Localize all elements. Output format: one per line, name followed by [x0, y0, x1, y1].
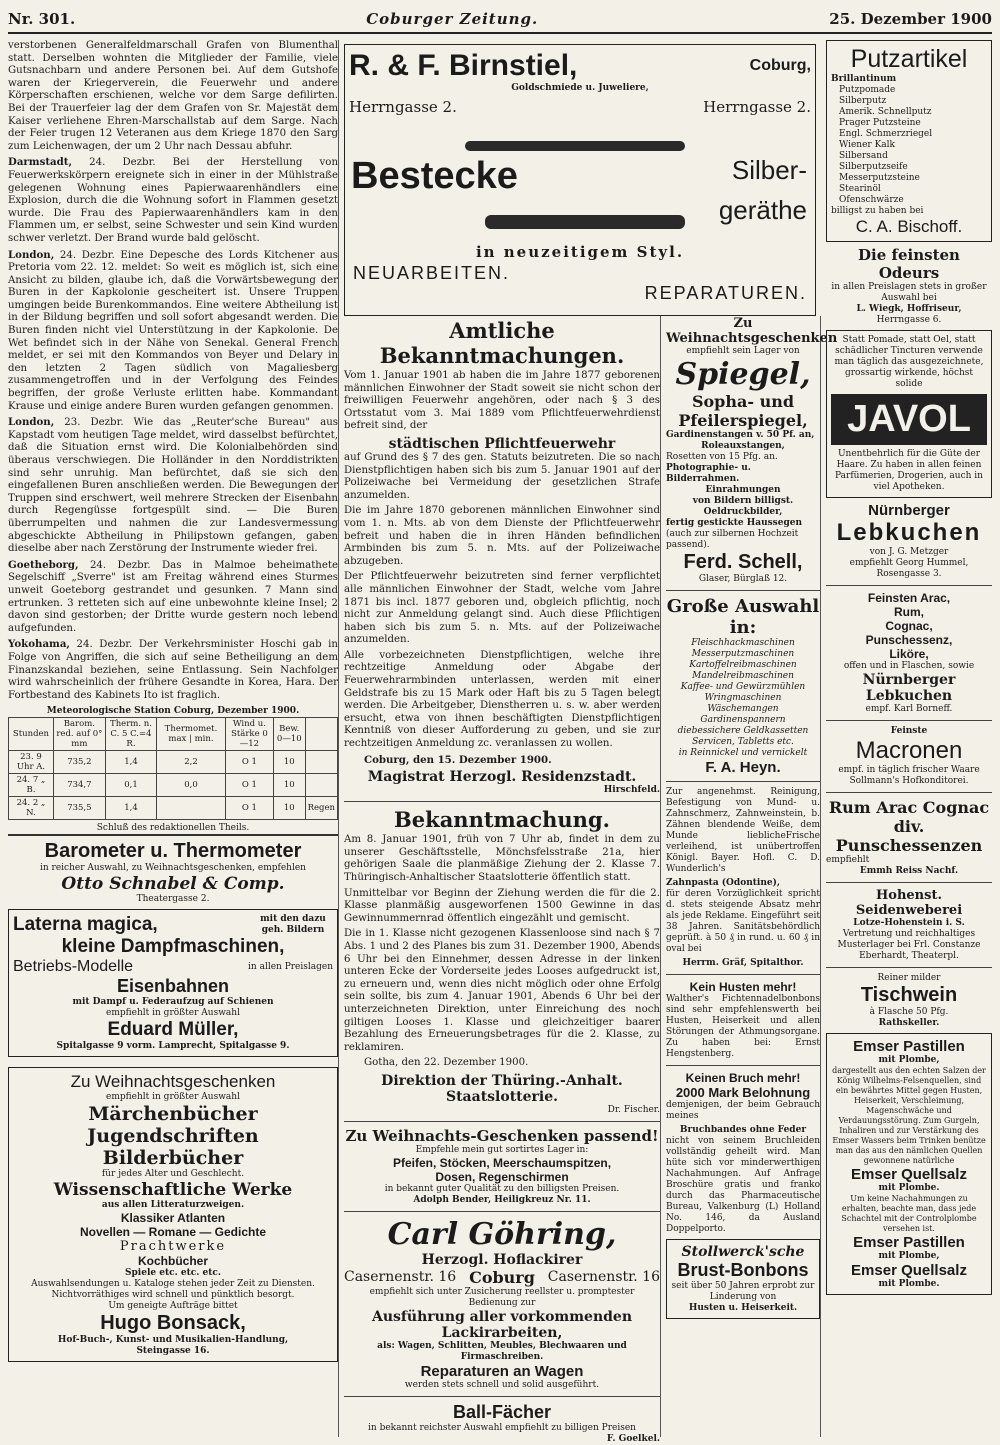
- ad-bender: Zu Weihnachts-Geschenken passend! Empfehle mein gut sortirtes Lager in: Pfeifen, Stöcken, Meerschaumspitzen, Dosen, Regenschirmen in bekannt guter Qualität zu den billigsten Preisen. Adolph Bender, Heiligkreuz Nr. 11.: [345, 1126, 659, 1205]
- news-item: verstorbenen Generalfeldmarschall Grafen von Blumenthal statt. Derselben wohnten die Mitglieder der Familie, viele Gutsnachbarn und andere Personen bei. Auf dem Gutshofe waren der Kriegerverein, die Feuerwehr und andere Körperschaften erschienen, welche vor dem Sarge defilirten. Bei der Trauerfeier lag der dem Grafen von Sr. Majestät dem Kaiser verliehene Ehren-Marschallstab auf dem Sarge. Nach der Feier trugen 12 Veteranen aus dem Kriege 1870 den Sarg zum Leichenwagen, der um 2 Uhr nach Dessau abfuhr.: [8, 40, 338, 152]
- news-item: London, 23. Dezbr. Wie das „Reuter'sche Bureau" aus Kapstadt vom heutigen Tage meldet, wird dasselbst befürchtet, daß die Situation ernst wird. Die Kolonialbehörden sind überaus verschwiegen. Die Holländer in den Norddistrikten sind sehr unruhig. Man befürchtet, daß sie sich den eingefallenen Buren anschließen werden. Die Bewegungen der Truppen sind erschwert, weil mehrere Strecken der Eisenbahn durch Regengüsse fortgespült sind. — Die Buren überrumpelten und nahmen die zur Landesvermessung abgeschickte Abtheilung in Philipstown gefangen, gaben dieselbe aber nach Zerstörung der Instrumente wieder frei.: [8, 416, 338, 555]
- news-item: London, 24. Dezbr. Eine Depesche des Lords Kitchener aus Pretoria vom 22. 12. meldet: So weit es möglich ist, sich eine Ansicht zu bilden, glaube ich, daß die Vorwärtsbewegung der Buren in der Kapkolonie gescheitert ist. Unsere Truppen umgingen beide Burenkommandos. Eine weitere Abtheilung ist in der Bildung begriffen und soll sofort abgesandt werden. Die Buren finden nicht viel Unterstützung in der Kapkolonie. De Wet befindet sich in der Nähe von Senekal. General French meldet, er sei mit den Kommandos von Beyer und Delary in den letzten 2 Tagen südlich von Magaliesberg zusammengetroffen und in der Verfolgung des Feindes begriffen, der große Verluste erlitten habe. Kommandant Krause und einige andere Buren wurden gefangen genommen.: [8, 248, 338, 412]
- ad-barometer: Barometer u. Thermometer in reicher Auswahl, zu Weihnachtsgeschenken, empfehlen Otto Schnabel & Comp. Theatergasse 2.: [40, 840, 306, 905]
- heading-amtliche: Amtliche Bekanntmachungen.: [379, 318, 625, 368]
- meteo-title: Meteorologische Station Coburg, Dezember 1900.: [46, 706, 300, 717]
- column-ads-4: Putzartikel Brillantinum Putzpomade Silberputz Amerik. Schnellputz Prager Putzsteine Engl. Schmerzriegel Wiener Kalk Silbersand Silberputzseife Messerputzsteine Stearinöl Ofenschwärze billigst zu haben bei C. A. Bischoff. Die feinsten Odeurs in allen Preislagen stets in großer Auswahl bei L. Wiegk, Hoffriseur, Herrngasse 6. Statt Pomade, statt Oel, statt schädlicher Tincturen verwende man täglich das ausgezeichnete, grossartig wirkende, höchst solide JAVOL Unentbehrlich für die Güte der Haare. Zu haben in allen feinen Parfümerien, Drogerien, auch in viel Apotheken. Nürnberger Lebkuchen von J. G. Metzger empfiehlt Georg Hummel, Rosengasse 3. Feinsten Arac, Rum, Cognac, Punschessenz, Liköre, offen und in Flaschen, sowie Nürnberger Lebkuchen empf. Karl Borneff. Feinste Macronen empf. in täglich frischer Waare Sollmann's Hofkonditorei. Rum Arac Cognac div. Punschessenzen empfiehlt Emmh Reiss Nachf. Hohenst. Seidenweberei Lotze-Hohenstein i. S. Vertretung und reichhaltiges Musterlager bei Frl. Constanze Eberhardt, Theaterpl. Reiner milder Tischwein à Flasche 50 Pfg. Rathskeller. Emser Pastillen mit Plombe, dargestellt aus den echten Salzen der König Wilhelms-Felsenquellen, sind ein bewährtes Mittel gegen Husten, Heiserkeit, Verschleimung, Magenschwäche und Verdauungsstörung. Zum Gurgeln, Inhaliren und zur Verstärkung des Emser Wassers beim Trinken benütze man das aus den nämlichen Quellen gewonnene natürliche Emser Quellsalz mit Plombe. Um keine Nachahmungen zu erhalten, beachte man, dass jede Schachtel mit der Controlplombe versehen ist. Emser Pastillen mit Plombe, Emser Quellsalz mit Plombe.: [826, 40, 992, 1437]
- news-item: Goetheborg, 24. Dezbr. Das in Malmoe beheimathete Segelschiff „Sverre" ist am Freitag während eines Sturmes unweit Goeteborg gestrandet und gesunken. 7 Mann sind ertrunken. 3 retteten sich auf eine unbewohnte kleine Insel; 2 davon sind gestorben; der Dritte wurde gestern noch lebend aufgefunden.: [8, 558, 338, 634]
- issue-date: 25. Dezember 1900: [829, 10, 992, 28]
- ad-birnstiel: R. & F. Birnstiel, Coburg, Goldschmiede u. Juweliere, Herrngasse 2. Herrngasse 2. Bestecke Silber- geräthe in neuzeitigem Styl. NEUARBEITEN. REPARATUREN.: [344, 44, 816, 316]
- column-notices-body: Amtliche Bekanntmachungen. Vom 1. Januar 1901 ab haben die im Jahre 1877 geborenen männlichen Einwohner der Stadt soweit sie nicht schon der freiwilligen Feuerwehr angehören, oder nach § 3 des Ortsstatut vom 3. Mai 1889 vom Pflichtfeuerwehrdienst befreit sind, der städtischen Pflichtfeuerwehr auf Grund des § 7 des gen. Statuts beizutreten. Die so nach Dienstpflichtigen haben sich bis zum 5. Januar 1901 auf der Polizeiwache bei Vermeidung der gesetzlichen Strafe anzumelden. Die im Jahre 1870 geborenen männlichen Einwohner sind vom 1. n. Mts. ab von dem Dienste der Pflichtfeuerwehr befreit und haben die in ihren Händen befindlichen Armbinden bis zum 5. n. Mts. auf der Polizeiwache abzugeben. Der Pflichtfeuerwehr beizutreten sind ferner verpflichtet alle männlichen Einwohner der Stadt, welche vom Jahre 1871 bis incl. 1877 geboren und, obgleich pflichtig, noch nicht zur Anmeldung gelangt sind. Auch diese Pflichtigen haben sich bis zum 5. n. Mts. auf der Polizeiwache anzumelden. Alle vorbezeichneten Dienstpflichtigen, welche ihre rechtzeitige Anmeldung oder Abgabe der Feuerwehrarmbinden unterlassen, werden mit einer Geldstrafe bis zu 15 Mark oder Haft bis zu 5 Tagen belegt werden. Die Arbeitgeber, Dienstherren u. s. w. aber werden ersucht, etwa von ihnen beschäftigten Dienstpflichtigen Kenntniß von dieser Aufforderung zu geben, und sie zur rechtzeitigen Anmeldung zc. veranlassen zu wollen. Coburg, den 15. Dezember 1900. Magistrat Herzogl. Residenzstadt. Hirschfeld. Bekanntmachung. Am 8. Januar 1901, früh von 7 Uhr ab, findet in dem zu unserer Geschäftsstelle, Mönchsfelsstraße 21a, hier gehörigen Saale die planmäßige Ziehung der 2. Klasse 7. Thüringisch-Anhaltischer Staatslotterie öffentlich statt. Unmittelbar vor Beginn der Ziehung werden die für die 2. Klasse planmäßig ausgeworfenen 1500 Gewinne in das Gewinnummernrad öffentlich eingezählt und gemischt. Die in 1. Klasse nicht gezogenen Klassenloose sind nach § 7 Abs. 1 und 2 des Planes bis zum 31. Dezember 1900, Abends 6 Uhr bei den Einnehmer, dessen Adresse in der linken unteren Ecke der Vorderseite jedes Looses aufgedruckt ist, zu erneuern und, wenn dies nicht möglich oder ohne Erfolg sein sollte, bis zum 4. Januar 1901, Abends 6 Uhr bei der unterzeichneten Direktion, unter Einreichung des noch giltigen Looses 1. Klasse und gleichzeitiger baarer Bezahlung des Erneuerungsbetrages für die 2. Klasse, zu reklamiren. Gotha, den 22. Dezember 1900. Direktion der Thüring.-Anhalt. Staatslotterie. Dr. Fischer. Zu Weihnachts-Geschenken passend! Empfehle mein gut sortirtes Lager in: Pfeifen, Stöcken, Meerschaumspitzen, Dosen, Regenschirmen in bekannt guter Qualität zu den billigsten Preisen. Adolph Bender, Heiligkreuz Nr. 11. Carl Göhring, Herzogl. Hoflackirer Casernenstr. 16 Coburg Casernenstr. 16 empfiehlt sich unter Zusicherung reellster u. promptester Bedienung zur Ausführung aller vorkommenden Lackirarbeiten, als: Wagen, Schlitten, Meubles, Blechwaaren und Firmaschreiben. Reparaturen an Wagen werden stets schnell und solid ausgeführt. Ball-Fächer in bekannt reichster Auswahl empfiehlt zu billigen Preisen F. Goelkel.: [344, 318, 660, 1444]
- column-news: [8, 40, 339, 1437]
- ad-putzartikel: Putzartikel Brillantinum Putzpomade Silberputz Amerik. Schnellputz Prager Putzsteine Engl. Schmerzriegel Wiener Kalk Silbersand Silberputzseife Messerputzsteine Stearinöl Ofenschwärze billigst zu haben bei C. A. Bischoff.: [826, 40, 992, 242]
- news-item: Darmstadt, 24. Dezbr. Bei der Herstellung von Feuerwerkskörpern ereignete sich in einer in der Mühlstraße gelegenen Wohnung eines Papierwaarenhändlers eine Explosion, durch die die Wohnung sofort in Flammen gesetzt wurde. Die Frau des Papierwaarenhändlers kam in den Flammen um, er selbst, seine Schwester und sein Kind wurden schwer verletzt. Der Brand wurde bald gelöscht.: [8, 156, 339, 244]
- end-note: Schluß des redaktionellen Theils.: [8, 823, 338, 836]
- fork-icon: [465, 141, 685, 151]
- column-ads-3: Zu Weihnachtsgeschenken empfiehlt sein Lager von Spiegel, Sopha- und Pfeilerspiegel, Gardinenstangen v. 50 Pf. an, Roleauxstangen, Rosetten von 15 Pfg. an. Photographie- u. Bilderrahmen. Einrahmungen von Bildern billigst. Oeldruckbilder, fertig gestickte Haussegen (auch zur silbernen Hochzeit passend). Ferd. Schell, Glaser, Bürglaß 12. Große Auswahl in: Fleischhackmaschinen Messerputzmaschinen Kartoffelreibmaschinen Mandelreibmaschinen Kaffee- und Gewürzmühlen Wringmaschinen Wäschemangen Gardinenspannern diebessichere Geldkassetten Servicen, Tabletts etc. in Reinnickel und vernickelt F. A. Heyn. Zur angenehmst. Reinigung, Befestigung von Mund- u. Zahnschmerz, Zahnweinstein, b. Zähnen blendende Weiße, dem Munde lieblicheFrische verleihend, ist unübertroffen Königl. Bayer. Hofl. C. D. Wunderlich's Zahnpasta (Odontine), für deren Vorzüglichkeit spricht d. stets steigende Absatz mehr als jede Reklame. Eingeführt seit 38 Jahren. Sanitätsbehördlich geprüft. à 50 ₰ in rund. u. 60 ₰ in oval bei Herrm. Gräf, Spitalthor. Kein Husten mehr! Walther's Fichtennadelbonbons sind sehr empfehlenswerth bei Husten, Heiserkeit und allen Störungen der Athmungsorgane. Zu haben bei: Ernst Hengstenberg. Keinen Bruch mehr! 2000 Mark Belohnung demjenigen, der beim Gebrauch meines Bruchbandes ohne Feder nicht von seinem Bruchleiden vollständig geheilt wird. Man hüte sich vor minderwerthigen Nachahmungen. Auf Anfrage Broschüre gratis und franko durch das Pharmaceutische Bureau, Valkenburg (L) Holland No. 146, da Ausland Doppelporto. Stollwerck'sche Brust-Bonbons seit über 50 Jahren erprobt zur Linderung von Husten u. Heiserkeit.: [666, 316, 821, 1437]
- news-item: Yokohama, 24. Dezbr. Der Verkehrsminister Hoschi gab in Folge von Angriffen, die sich auf seine Betheiligung an dem Finanzskandal beziehen, seine Entlassung. Sein Nachfolger wird wahrscheinlich der frühere Gesandte in Korea, Hara. Der Fortbestand des Kabinets Ito ist fraglich.: [8, 638, 338, 701]
- ad-goehring: Carl Göhring, Herzogl. Hoflackirer Casernenstr. 16 Coburg Casernenstr. 16 empfiehlt sich unter Zusicherung reellster u. promptester Bedienung zur Ausführung aller vorkommenden Lackirarbeiten, als: Wagen, Schlitten, Meubles, Blechwaaren und Firmaschreiben. Reparaturen an Wagen werden stets schnell und solid ausgeführt. Ball-Fächer in bekannt reichster Auswahl empfiehlt zu billigen Preisen F. Goelkel.: [344, 1216, 660, 1444]
- ad-emser: Emser Pastillen mit Plombe, dargestellt aus den echten Salzen der König Wilhelms-Felsenquellen, sind ein bewährtes Mittel gegen Husten, Heiserkeit, Verschleimung, Magenschwäche und Verdauungsstörung. Zum Gurgeln, Inhaliren und zur Verstärkung des Emser Wassers beim Trinken benütze man das aus den nämlichen Quellen gewonnene natürliche Emser Quellsalz mit Plombe. Um keine Nachahmungen zu erhalten, beachte man, dass jede Schachtel mit der Controlplombe versehen ist. Emser Pastillen mit Plombe, Emser Quellsalz mit Plombe.: [826, 1033, 992, 1295]
- table-row: 23. 9 Uhr A. 735,2 1,4 2,2 O 1 10: [9, 751, 338, 774]
- newspaper-title: Coburger Zeitung.: [366, 10, 539, 28]
- table-row: 24. 7 „ B. 734,7 0,1 0,0 O 1 10: [9, 774, 338, 797]
- ad-bonsack: Zu Weihnachtsgeschenken empfiehlt in größter Auswahl Märchenbücher Jugendschriften Bilderbücher für jedes Alter und Geschlecht. Wissenschaftliche Werke aus allen Litteraturzweigen. Klassiker Atlanten Novellen — Romane — Gedichte Prachtwerke Kochbücher Spiele etc. etc. etc. Auswahlsendungen u. Kataloge stehen jeder Zeit zu Diensten. Nichtvorräthiges wird schnell und pünktlich besorgt. Um geneigte Aufträge bittet Hugo Bonsack, Hof-Buch-, Kunst- und Musikalien-Handlung, Steingasse 16.: [8, 1067, 338, 1362]
- ad-laterna: Laterna magica, mit den dazu geh. Bildern kleine Dampfmaschinen, Betriebs-Modelle in allen Preislagen Eisenbahnen mit Dampf u. Federaufzug auf Schienen empfiehlt in größter Auswahl Eduard Müller, Spitalgasse 9 vorm. Lamprecht, Spitalgasse 9.: [8, 909, 338, 1057]
- issue-number: Nr. 301.: [8, 10, 76, 28]
- heading-bekanntmachung: Bekanntmachung.: [394, 807, 610, 833]
- meteo-table: Stunden Barom. red. auf 0° mm Therm. n. C. 5 C.=4 R. Thermomet. max | min. Wind u. Stärke 0—12 Bew. 0—10 23. 9 Uhr A. 735,2 1,4 2,2 O 1 10 24. 7 „ B. 734,7 0,1 0,0 O 1 10 24. 2 „ N. 735,5 1,4 O 1 10 Regen: [8, 717, 338, 820]
- spoon-icon: [485, 215, 685, 229]
- masthead: [8, 6, 992, 34]
- table-row: 24. 2 „ N. 735,5 1,4 O 1 10 Regen: [9, 797, 338, 820]
- ad-javol: Statt Pomade, statt Oel, statt schädlicher Tincturen verwende man täglich das ausgezeichnete, grossartig wirkende, höchst solide JAVOL Unentbehrlich für die Güte der Haare. Zu haben in allen feinen Parfümerien, Drogerien, auch in viel Apotheken.: [826, 330, 992, 498]
- ad-stollwerck: Stollwerck'sche Brust-Bonbons seit über 50 Jahren erprobt zur Linderung von Husten u. Heiserkeit.: [666, 1239, 820, 1319]
